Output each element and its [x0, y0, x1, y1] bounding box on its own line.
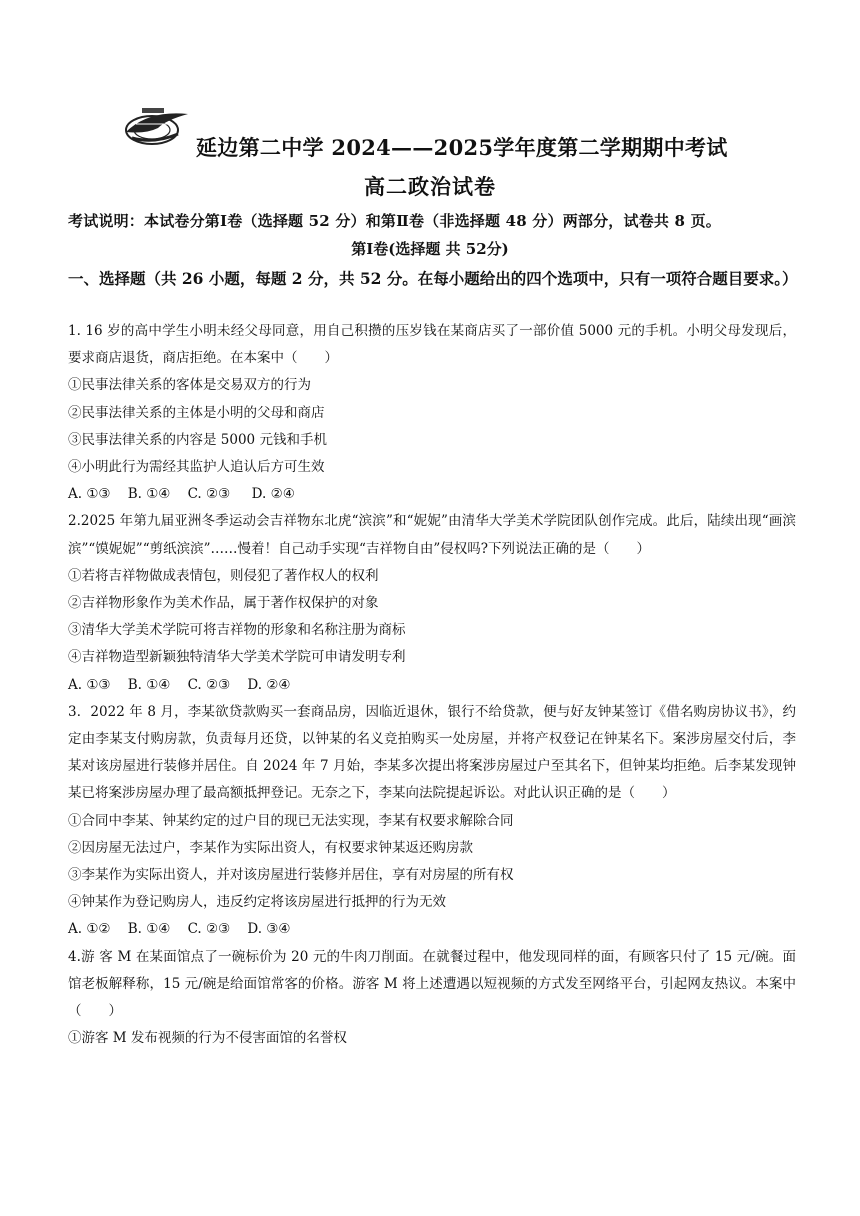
question-option: ①若将吉祥物做成表情包，则侵犯了著作权人的权利: [68, 567, 379, 584]
question-stem: 1. 16 岁的高中学生小明未经父母同意，用自己积攒的压岁钱在某商店买了一部价值 5000 元的手机。小明父母发现后，要求商店退货，商店拒绝。在本案中（ ）: [68, 323, 796, 367]
question-1: [68, 318, 796, 508]
question-stem: 2.2025 年第九届亚洲冬季运动会吉祥物东北虎“滨滨”和“妮妮”由清华大学美术学院团队创作完成。此后，陆续出现“画滨滨”“馍妮妮”“剪纸滨滨”……慢着！自己动手实现“吉祥物自由”侵权吗?下列说法正确的是（ ）: [68, 513, 796, 557]
question-option: ①合同中李某、钟某约定的过户目的现已无法实现，李某有权要求解除合同: [68, 812, 514, 829]
section-heading: 一、选择题（共 26 小题，每题 2 分，共 52 分。在每小题给出的四个选项中，只有一项符合题目要求。）: [68, 269, 798, 288]
question-stem: 3．2022 年 8 月，李某欲贷款购买一套商品房，因临近退休，银行不给贷款，便与好友钟某签订《借名购房协议书》，约定由李某支付购房款，负责每月还贷，以钟某的名义竞拍购买一处房屋，并将产权登记在钟某名下。案涉房屋交付后，李某对该房屋进行装修并居住。自 2024 年 7 月始，李某多次提出将案涉房屋过户至其名下，但钟某均拒绝。后李某发现钟某已将案涉房屋办理了最高额抵押登记。无奈之下，李某向法院提起诉讼。对此认识正确的是（ ）: [68, 703, 796, 802]
question-option: ④钟某作为登记购房人，违反约定将该房屋进行抵押的行为无效: [68, 894, 446, 911]
question-option: ②民事法律关系的主体是小明的父母和商店: [68, 404, 325, 421]
question-option: ①游客 M 发布视频的行为不侵害面馆的名誉权: [68, 1030, 347, 1047]
question-option: ③清华大学美术学院可将吉祥物的形象和名称注册为商标: [68, 622, 406, 639]
exam-title: 延边第二中学 2024——2025学年度第二学期期中考试: [196, 135, 728, 160]
question-option: ①民事法律关系的客体是交易双方的行为: [68, 377, 311, 394]
question-2: [68, 508, 796, 698]
school-logo: [118, 104, 190, 152]
exam-instructions: 考试说明：本试卷分第Ⅰ卷（选择题 52 分）和第Ⅱ卷（非选择题 48 分）两部分，试卷共 8 页。: [68, 212, 721, 230]
exam-subtitle: 高二政治试卷: [364, 174, 496, 199]
question-option: ③民事法律关系的内容是 5000 元钱和手机: [68, 431, 327, 448]
question-option: ④小明此行为需经其监护人追认后方可生效: [68, 459, 325, 476]
answer-choices: A. ①③ B. ①④ C. ②③ D. ②④: [68, 486, 295, 503]
question-option: ④吉祥物造型新颖独特清华大学美术学院可申请发明专利: [68, 649, 406, 666]
volume-heading: 第Ⅰ卷(选择题 共 52分): [351, 240, 509, 258]
question-option: ②因房屋无法过户，李某作为实际出资人，有权要求钟某返还购房款: [68, 839, 473, 856]
question-option: ③李某作为实际出资人，并对该房屋进行装修并居住，享有对房屋的所有权: [68, 867, 514, 884]
answer-choices: A. ①② B. ①④ C. ②③ D. ③④: [68, 921, 291, 938]
question-option: ②吉祥物形象作为美术作品，属于著作权保护的对象: [68, 595, 379, 612]
question-3: [68, 699, 796, 944]
question-stem: 4.游 客 M 在某面馆点了一碗标价为 20 元的牛肉刀削面。在就餐过程中，他发现同样的面，有顾客只付了 15 元/碗。面馆老板解释称，15 元/碗是给面馆常客的价格。游客 M 将上述遭遇以短视频的方式发至网络平台，引起网友热议。本案中（ ）: [68, 948, 796, 1020]
answer-choices: A. ①③ B. ①④ C. ②③ D. ②④: [68, 676, 291, 693]
questions-body: [68, 318, 796, 1052]
question-4: [68, 944, 796, 1053]
